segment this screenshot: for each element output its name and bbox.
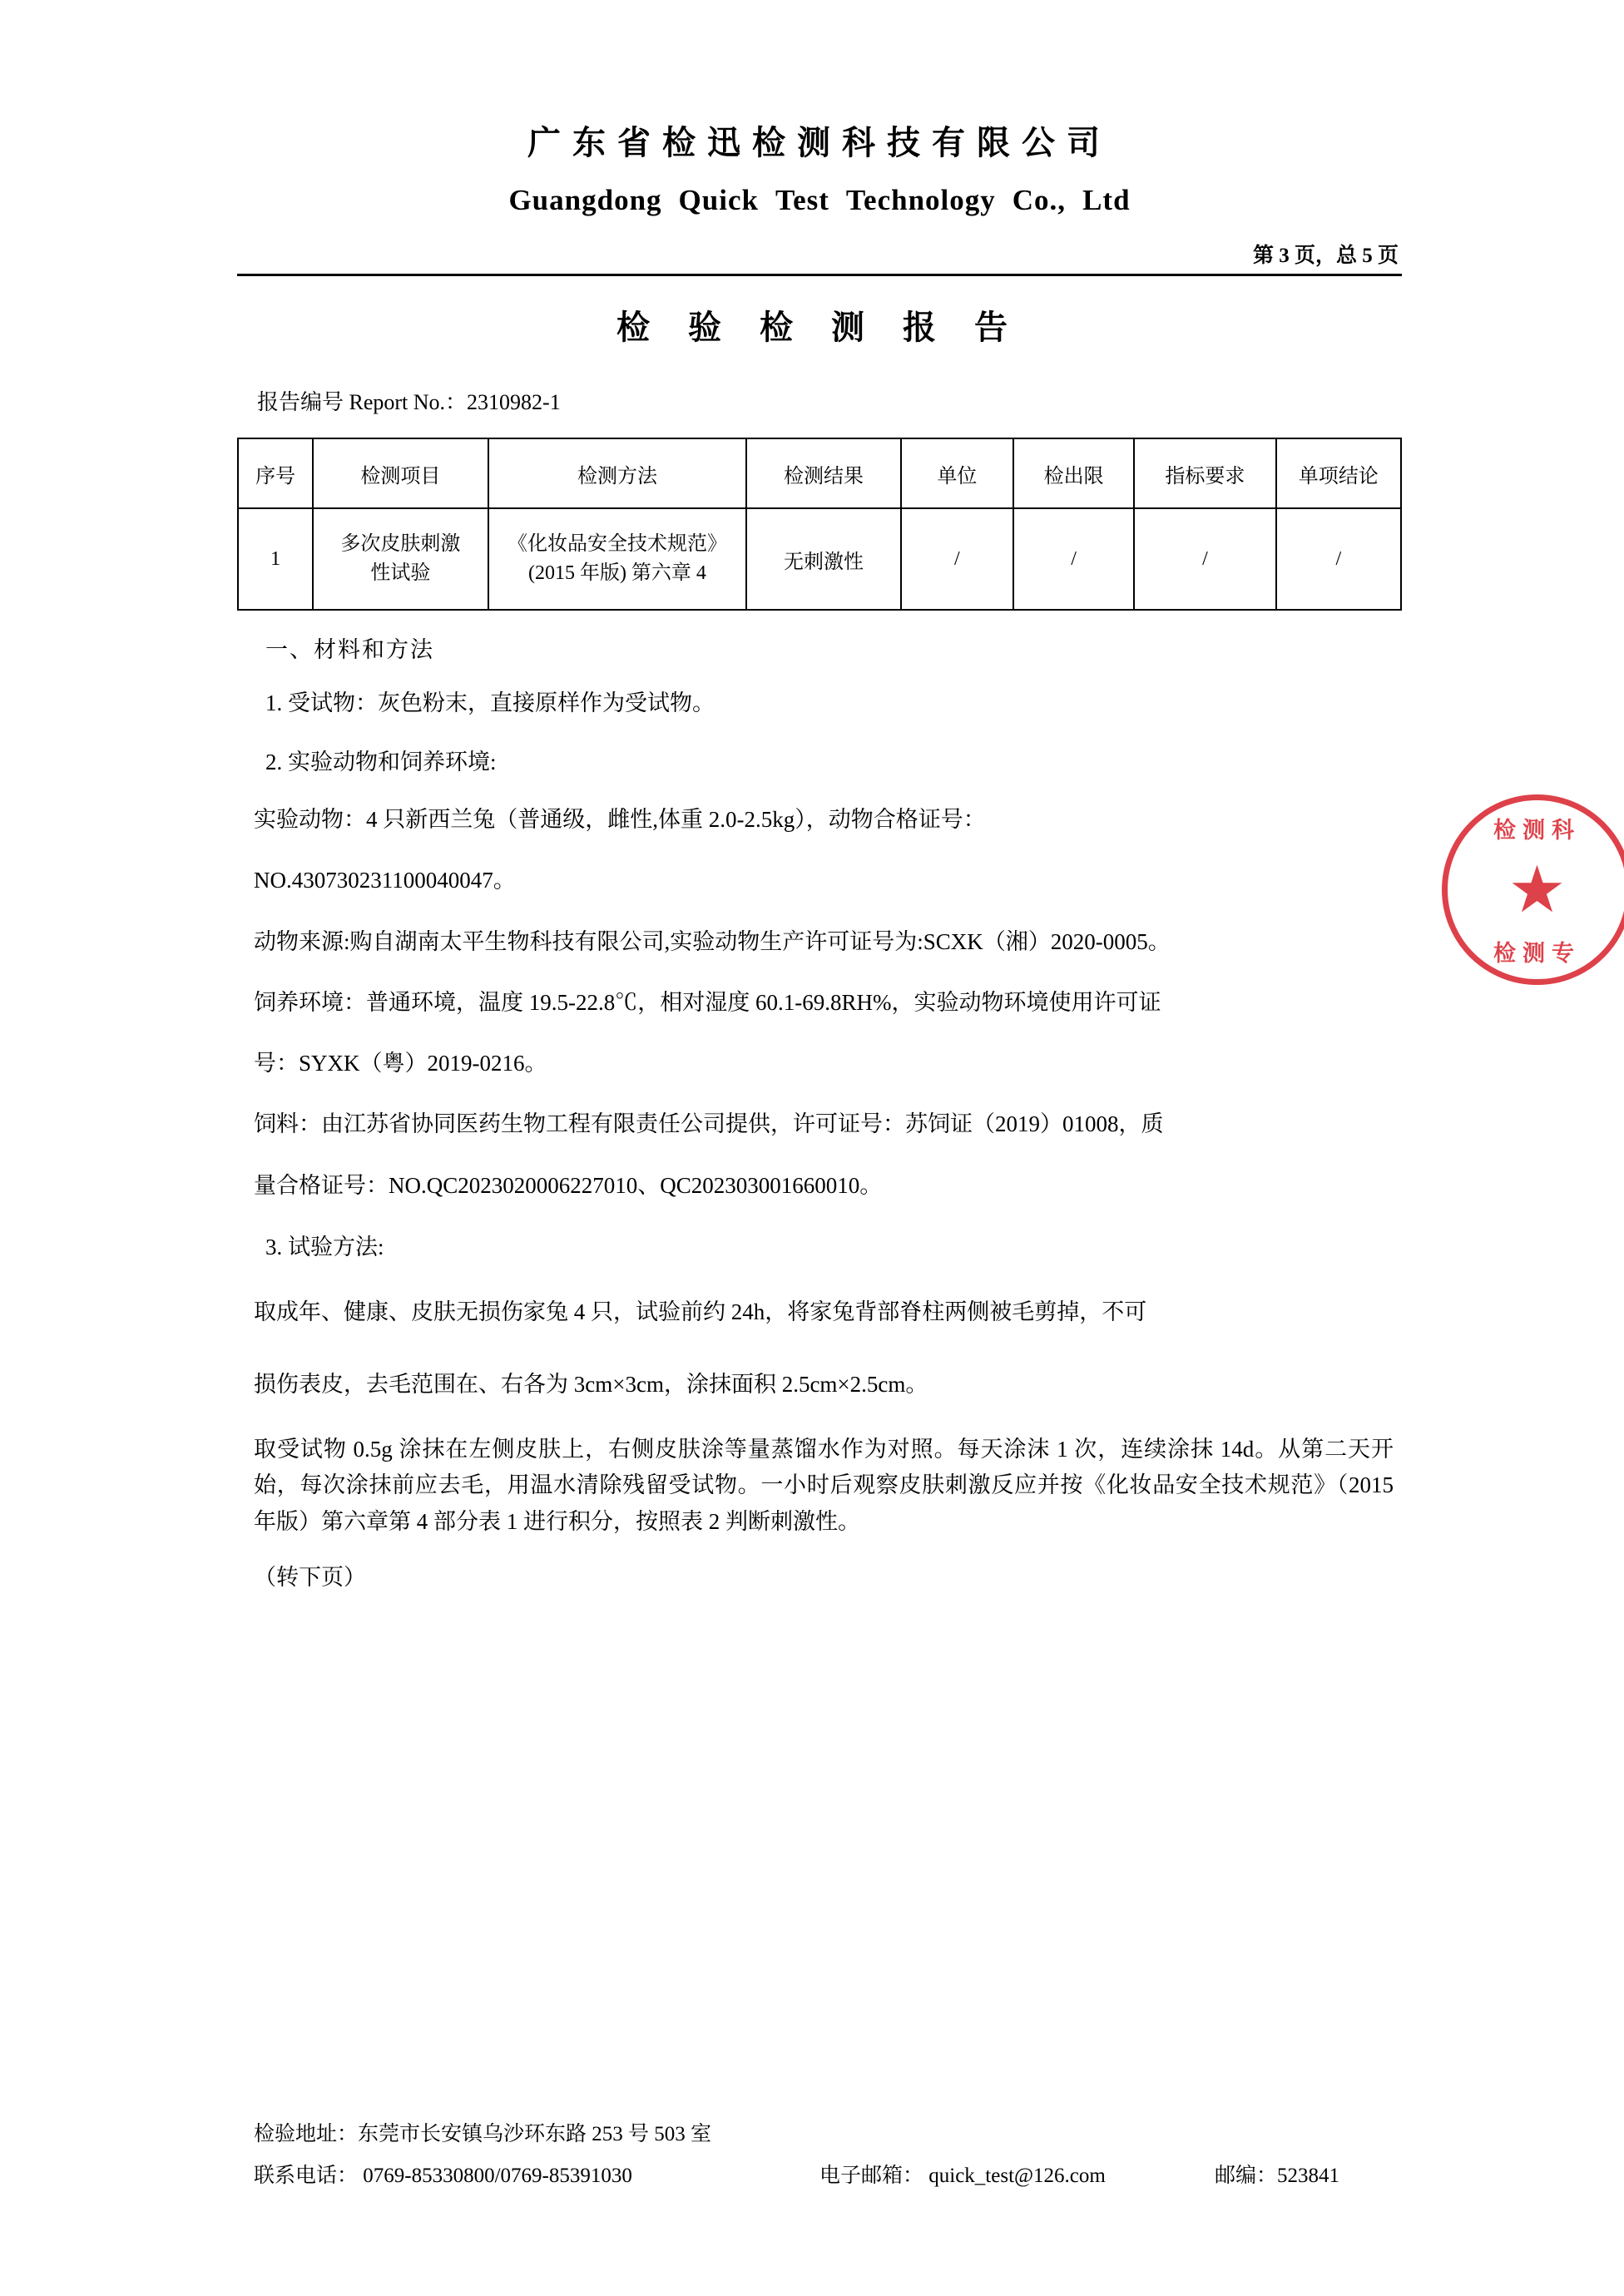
- cell-detection-limit: /: [1013, 508, 1134, 610]
- cell-method-line1: 《化妆品安全技术规范》: [507, 533, 727, 556]
- company-en-word-1: Quick: [678, 184, 759, 216]
- company-en-word-5: Ltd: [1082, 184, 1131, 216]
- th-method: 检测方法: [488, 438, 747, 508]
- th-requirement: 指标要求: [1134, 438, 1275, 508]
- stamp-text-bottom: 检测专: [1493, 941, 1581, 966]
- paragraph-animal-cert: NO.430730231100040047。: [254, 868, 516, 893]
- table-row: [238, 508, 1401, 610]
- paragraph-environment-line1: 饲养环境：普通环境，温度 19.5-22.8℃，相对湿度 60.1-69.8RH%，实验动物环境使用许可证: [254, 989, 1161, 1015]
- page-footer: [237, 2117, 1402, 2187]
- paragraph-method-line2: 损伤表皮，去毛范围在、右各为 3cm×3cm，涂抹面积 2.5cm×2.5cm。: [254, 1371, 928, 1397]
- paragraph-feed-line2: 量合格证号：NO.QC2023020006227010、QC202303001660010。: [254, 1172, 883, 1198]
- report-number: [257, 385, 1402, 416]
- company-en-word-0: Guangdong: [508, 184, 662, 216]
- cell-unit: /: [901, 508, 1013, 610]
- th-result: 检测结果: [746, 438, 900, 508]
- paragraph-method-detail: 取受试物 0.5g 涂抹在左侧皮肤上，右侧皮肤涂等量蒸馏水作为对照。每天涂沫 1 次，连续涂抹 14d。从第二天开始，每次涂抹前应去毛，用温水清除残留受试物。一小时后观察皮肤刺激反应并按《化妆品安全技术规范》（2015 年版）第六章第 4 部分表 1 进行积分，按照表 2 判断刺激性。: [254, 1436, 1394, 1535]
- cell-item-line1: 多次皮肤刺激: [340, 533, 461, 556]
- company-seal-stamp: [1442, 794, 1624, 985]
- report-number-value: 2310982-1: [467, 390, 561, 414]
- th-no: 序号: [238, 438, 313, 508]
- results-table: [237, 438, 1402, 611]
- footer-contact-row: [254, 2159, 1402, 2187]
- paragraph-environment-line2: 号：SYXK（粤）2019-0216。: [254, 1051, 547, 1076]
- cell-conclusion: /: [1276, 508, 1401, 610]
- th-conclusion: 单项结论: [1276, 438, 1401, 508]
- cell-method: [488, 508, 747, 610]
- cell-item: [313, 508, 488, 610]
- company-name-en: [237, 184, 1402, 217]
- paragraph-method-line1: 取成年、健康、皮肤无损伤家兔 4 只，试验前约 24h，将家兔背部脊柱两侧被毛剪掉，不可: [254, 1299, 1147, 1325]
- th-detection-limit: 检出限: [1013, 438, 1134, 508]
- page-indicator: 第 3 页，总 5 页: [1252, 245, 1399, 267]
- footer-email: 电子邮箱： quick_test@126.com: [819, 2165, 1106, 2187]
- company-en-word-2: Test: [775, 184, 829, 216]
- company-en-word-3: Technology: [845, 184, 996, 216]
- cell-no: 1: [238, 508, 313, 610]
- section-materials-methods-title: 一、材料和方法: [265, 637, 434, 662]
- continued-note: （转下页）: [254, 1564, 366, 1590]
- company-name-cn: 广东省检迅检测科技有限公司: [527, 124, 1112, 161]
- footer-telephone: 联系电话： 0769-85330800/0769-85391030: [254, 2165, 632, 2187]
- document-title: 检 验 检 测 报 告: [616, 309, 1022, 346]
- footer-zipcode: 邮编：523841: [1215, 2165, 1340, 2187]
- th-item: 检测项目: [313, 438, 488, 508]
- item-test-method-title: 3. 试验方法:: [265, 1234, 384, 1259]
- page-content: [237, 0, 1402, 2296]
- th-unit: 单位: [901, 438, 1013, 508]
- footer-address: 检验地址：东莞市长安镇乌沙环东路 253 号 503 室: [254, 2123, 712, 2145]
- cell-requirement: /: [1134, 508, 1275, 610]
- cell-result: 无刺激性: [746, 508, 900, 610]
- item-animals-environment: 2. 实验动物和饲养环境:: [265, 749, 497, 774]
- cell-item-line2: 性试验: [370, 562, 431, 584]
- paragraph-animals: 实验动物：4 只新西兰兔（普通级，雌性,体重 2.0-2.5kg），动物合格证号：: [254, 807, 986, 832]
- star-icon: ★: [1508, 853, 1567, 926]
- paragraph-animal-source: 动物来源:购自湖南太平生物科技有限公司,实验动物生产许可证号为:SCXK（湘）2020-0005。: [254, 928, 1171, 954]
- cell-method-line2: (2015 年版) 第六章 4: [527, 562, 706, 584]
- paragraph-feed-line1: 饲料：由江苏省协同医药生物工程有限责任公司提供，许可证号：苏饲证（2019）01008，质: [254, 1111, 1164, 1137]
- report-number-label: 报告编号 Report No.：: [257, 390, 468, 414]
- stamp-text-top: 检测科: [1493, 818, 1581, 843]
- header-divider: [237, 274, 1402, 276]
- item-test-substance: 1. 受试物：灰色粉末，直接原样作为受试物。: [265, 690, 715, 715]
- company-en-word-4: Co.,: [1012, 184, 1067, 216]
- table-header-row: [238, 438, 1401, 508]
